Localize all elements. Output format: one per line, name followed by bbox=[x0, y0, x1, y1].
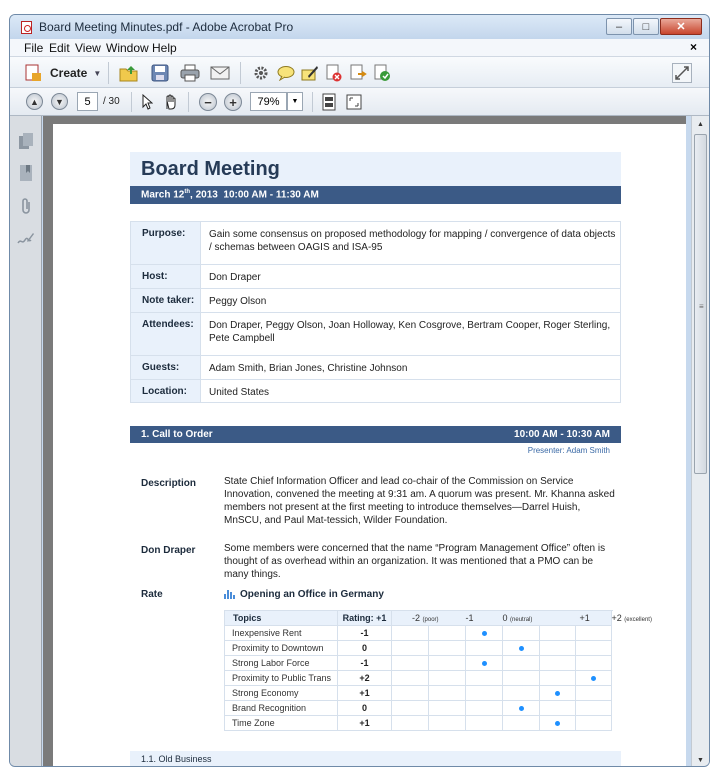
rating-scale-cell bbox=[466, 716, 503, 731]
rating-scale-cell bbox=[429, 686, 466, 701]
info-value: Don Draper, Peggy Olson, Joan Holloway, Ken Cosgrove, Bertram Cooper, Roger Sterling, Pete Campbell bbox=[201, 313, 621, 356]
rating-scale-cell bbox=[540, 626, 576, 641]
menu-window[interactable]: Window bbox=[106, 41, 149, 55]
rating-scale-cell bbox=[392, 656, 429, 671]
page-number-input[interactable]: 5 bbox=[77, 92, 98, 111]
rating-scale-cell bbox=[503, 641, 540, 656]
minus-icon: − bbox=[204, 94, 212, 110]
date-time: , 2013 10:00 AM - 11:30 AM bbox=[190, 189, 319, 201]
zoom-out-button[interactable] bbox=[199, 93, 217, 111]
settings-button[interactable] bbox=[251, 62, 271, 84]
plus-icon: + bbox=[229, 94, 237, 110]
rating-row bbox=[225, 671, 612, 686]
section-time: 10:00 AM - 10:30 AM bbox=[514, 429, 610, 440]
main-toolbar bbox=[10, 57, 709, 88]
rating-value: -1 bbox=[338, 626, 392, 641]
print-icon bbox=[180, 64, 200, 82]
description-text: State Chief Information Officer and lead co-chair of the Commission on Service Innovation, convened the meeting at 9:31 am. A quorum was present. Mr. Khanna asked members not present at the first meeting to introduce themselves—Darrel Huish, MnSCU, and Paul Mat-tessich, Wilder Foundation. bbox=[224, 476, 615, 526]
navigation-pane bbox=[10, 116, 42, 767]
rating-scale-cell bbox=[392, 716, 429, 731]
rating-scale-cell bbox=[429, 641, 466, 656]
topics-header: Topics bbox=[225, 611, 338, 626]
rating-value: +1 bbox=[338, 716, 392, 731]
rating-scale-cell bbox=[429, 716, 466, 731]
info-value: Don Draper bbox=[201, 265, 621, 289]
rating-scale-cell bbox=[429, 701, 466, 716]
bookmark-icon bbox=[19, 164, 33, 182]
window-title: Board Meeting Minutes.pdf - Adobe Acrobat Pro bbox=[39, 20, 294, 34]
note-text: Some members were concerned that the name “Program Management Office” often is thought of as overhead within an organization. It was mentioned that a PMO can be many things. bbox=[224, 543, 606, 580]
document-view bbox=[43, 116, 686, 767]
pdf-file-icon bbox=[21, 21, 32, 34]
rating-scale-cell bbox=[576, 656, 612, 671]
rating-dot bbox=[482, 661, 487, 666]
scale-zero: 0 bbox=[502, 613, 508, 623]
comment-button[interactable] bbox=[276, 62, 296, 84]
rating-dot bbox=[555, 691, 560, 696]
info-value: Adam Smith, Brian Jones, Christine Johnson bbox=[201, 356, 621, 380]
protect-button[interactable] bbox=[372, 62, 392, 84]
rating-scale-cell bbox=[392, 671, 429, 686]
rating-scale-cell bbox=[576, 686, 612, 701]
rating-scale-cell bbox=[503, 671, 540, 686]
date-prefix: March 12 bbox=[141, 189, 185, 201]
signatures-button[interactable] bbox=[17, 230, 35, 248]
rating-value: +2 bbox=[338, 671, 392, 686]
rating-value: -1 bbox=[338, 656, 392, 671]
print-button[interactable] bbox=[179, 62, 201, 84]
rating-topic: Inexpensive Rent bbox=[225, 626, 338, 641]
rate-label: Rate bbox=[141, 589, 163, 600]
scale-minus2: -2 bbox=[412, 613, 421, 623]
export-button[interactable] bbox=[348, 62, 368, 84]
bookmarks-button[interactable] bbox=[17, 164, 35, 182]
open-folder-icon bbox=[119, 64, 139, 82]
section-header bbox=[130, 426, 621, 443]
scale-minus1-header bbox=[466, 611, 503, 626]
page-thumbnails-button[interactable] bbox=[17, 132, 35, 150]
rating-scale-cell bbox=[466, 701, 503, 716]
rating-scale-cell bbox=[540, 716, 576, 731]
create-pdf-icon bbox=[24, 63, 42, 83]
menu-file[interactable]: File bbox=[24, 41, 44, 55]
rating-value: 0 bbox=[338, 641, 392, 656]
open-button[interactable] bbox=[118, 62, 140, 84]
rating-topic: Brand Recognition bbox=[225, 701, 338, 716]
rating-dot bbox=[482, 631, 487, 636]
rating-topic: Strong Labor Force bbox=[225, 656, 338, 671]
rating-row bbox=[225, 701, 612, 716]
rating-scale-cell bbox=[466, 671, 503, 686]
title-box bbox=[130, 152, 621, 186]
redact-icon bbox=[325, 64, 343, 82]
pdf-page bbox=[53, 124, 686, 767]
rating-row bbox=[225, 641, 612, 656]
scale-minus2-note: (poor) bbox=[422, 617, 439, 623]
section-title: 1. Call to Order bbox=[141, 429, 213, 440]
info-label: Host: bbox=[131, 265, 201, 289]
attachments-button[interactable] bbox=[17, 197, 35, 215]
rating-table bbox=[224, 610, 652, 731]
protect-icon bbox=[373, 64, 391, 82]
subsection-header: 1.1. Old Business bbox=[130, 751, 621, 767]
info-label: Guests: bbox=[131, 356, 201, 380]
scale-plus1-header bbox=[576, 611, 612, 626]
scale-plus2-note: (excellent) bbox=[624, 617, 652, 623]
rating-scale-cell bbox=[466, 641, 503, 656]
rating-header-row bbox=[225, 611, 612, 626]
navigation-toolbar bbox=[10, 88, 709, 116]
minimize-button[interactable]: – bbox=[606, 18, 632, 35]
page-total: / 30 bbox=[103, 96, 120, 107]
rating-scale-cell bbox=[392, 686, 429, 701]
scale-plus1: +1 bbox=[579, 613, 590, 623]
rating-row bbox=[225, 656, 612, 671]
rating-topic: Proximity to Public Trans bbox=[225, 671, 338, 686]
zoom-dropdown-button[interactable] bbox=[287, 92, 303, 111]
zoom-in-button[interactable] bbox=[224, 93, 242, 111]
rating-scale-cell bbox=[576, 641, 612, 656]
rating-scale-cell bbox=[576, 716, 612, 731]
title-bar bbox=[10, 15, 709, 39]
chevron-down-icon: ▼ bbox=[93, 68, 102, 78]
menu-edit[interactable]: Edit bbox=[49, 41, 70, 55]
export-icon bbox=[349, 64, 367, 82]
zoom-input[interactable]: 79% bbox=[250, 92, 287, 111]
rating-scale-cell bbox=[576, 626, 612, 641]
rating-header: Rating: +1 bbox=[338, 611, 392, 626]
fit-width-icon bbox=[346, 94, 362, 110]
scrollbar-thumb[interactable]: ≡ bbox=[694, 134, 707, 474]
hand-tool-button[interactable] bbox=[162, 92, 180, 112]
rating-scale-cell bbox=[466, 686, 503, 701]
description-label: Description bbox=[141, 478, 197, 489]
email-envelope-icon bbox=[210, 65, 230, 81]
scale-minus2-header bbox=[392, 611, 466, 626]
fit-page-button[interactable] bbox=[320, 92, 338, 112]
save-disk-icon bbox=[151, 64, 169, 82]
create-button[interactable] bbox=[24, 63, 102, 83]
document-title: Board Meeting bbox=[141, 158, 280, 180]
vertical-scrollbar[interactable] bbox=[691, 116, 709, 767]
rate-title bbox=[224, 589, 384, 600]
signature-pen-icon bbox=[17, 231, 35, 247]
rating-scale-cell bbox=[540, 656, 576, 671]
rating-scale-cell bbox=[503, 686, 540, 701]
menu-bar bbox=[10, 39, 709, 57]
redact-button[interactable] bbox=[324, 62, 344, 84]
scale-zero-note: (neutral) bbox=[510, 617, 533, 623]
arrow-up-icon: ▲ bbox=[30, 96, 39, 107]
info-label: Location: bbox=[131, 380, 201, 403]
chevron-down-icon: ▼ bbox=[291, 98, 299, 105]
scale-zero-header bbox=[503, 611, 576, 626]
gear-icon bbox=[253, 65, 269, 81]
presenter-label: Presenter: Adam Smith bbox=[527, 446, 610, 455]
rating-scale-cell bbox=[540, 686, 576, 701]
pages-icon bbox=[18, 132, 34, 150]
scale-minus1: -1 bbox=[465, 613, 474, 623]
bar-chart-icon bbox=[224, 590, 235, 599]
previous-page-button[interactable] bbox=[26, 93, 43, 110]
info-value: United States bbox=[201, 380, 621, 403]
info-value: Peggy Olson bbox=[201, 289, 621, 313]
rating-scale-cell bbox=[503, 701, 540, 716]
acrobat-window bbox=[9, 14, 710, 767]
select-tool-button[interactable] bbox=[138, 92, 156, 112]
rating-topic: Proximity to Downtown bbox=[225, 641, 338, 656]
date-suffix-sup: th bbox=[184, 189, 191, 195]
rating-scale-cell bbox=[503, 626, 540, 641]
info-label: Attendees: bbox=[131, 313, 201, 356]
rating-scale-cell bbox=[540, 701, 576, 716]
cursor-arrow-icon bbox=[141, 94, 153, 110]
fullscreen-button[interactable] bbox=[672, 63, 692, 83]
rating-scale-cell bbox=[392, 626, 429, 641]
rating-row bbox=[225, 686, 612, 701]
scale-plus2: +2 bbox=[611, 613, 622, 623]
rating-dot bbox=[519, 706, 524, 711]
note-label: Don Draper bbox=[141, 545, 196, 556]
next-page-button[interactable] bbox=[51, 93, 68, 110]
save-button[interactable] bbox=[149, 62, 171, 84]
hand-icon bbox=[163, 94, 179, 110]
rating-scale-cell bbox=[576, 701, 612, 716]
meeting-info-table bbox=[130, 221, 621, 403]
expand-arrows-icon bbox=[675, 66, 689, 80]
rating-value: +1 bbox=[338, 686, 392, 701]
rating-scale-cell bbox=[466, 626, 503, 641]
rating-topic: Time Zone bbox=[225, 716, 338, 731]
rating-dot bbox=[591, 676, 596, 681]
scroll-down-arrow-icon[interactable]: ▼ bbox=[697, 756, 704, 764]
rating-scale-cell bbox=[576, 671, 612, 686]
create-label: Create bbox=[50, 66, 88, 80]
rating-scale-cell bbox=[429, 656, 466, 671]
email-button[interactable] bbox=[209, 62, 231, 84]
rating-row bbox=[225, 626, 612, 641]
rate-title-text: Opening an Office in Germany bbox=[240, 589, 384, 600]
fit-width-button[interactable] bbox=[345, 92, 363, 112]
rating-scale-cell bbox=[429, 671, 466, 686]
comment-bubble-icon bbox=[277, 65, 295, 81]
meeting-date-bar bbox=[130, 186, 621, 204]
close-button[interactable]: ✕ bbox=[660, 18, 702, 35]
arrow-down-icon: ▼ bbox=[55, 96, 64, 107]
rating-dot bbox=[555, 721, 560, 726]
close-document-icon[interactable]: × bbox=[689, 40, 697, 54]
rating-scale-cell bbox=[540, 641, 576, 656]
info-label: Note taker: bbox=[131, 289, 201, 313]
rating-dot bbox=[519, 646, 524, 651]
rating-topic: Strong Economy bbox=[225, 686, 338, 701]
info-value: Gain some consensus on proposed methodology for mapping / convergence of data objects / schemas between OAGIS and ISA-95 bbox=[201, 222, 621, 265]
rating-value: 0 bbox=[338, 701, 392, 716]
rating-row bbox=[225, 716, 612, 731]
rating-scale-cell bbox=[392, 641, 429, 656]
rating-scale-cell bbox=[503, 716, 540, 731]
fit-page-icon bbox=[322, 93, 336, 111]
rating-scale-cell bbox=[392, 701, 429, 716]
menu-view[interactable]: View bbox=[75, 41, 101, 55]
scroll-up-arrow-icon[interactable]: ▲ bbox=[697, 120, 704, 128]
rating-scale-cell bbox=[503, 656, 540, 671]
menu-help[interactable]: Help bbox=[152, 41, 177, 55]
sign-button[interactable] bbox=[300, 62, 320, 84]
rating-scale-cell bbox=[429, 626, 466, 641]
maximize-button[interactable]: □ bbox=[633, 18, 659, 35]
rating-scale-cell bbox=[466, 656, 503, 671]
pen-sign-icon bbox=[301, 64, 319, 82]
info-label: Purpose: bbox=[131, 222, 201, 265]
paperclip-icon bbox=[19, 197, 33, 215]
rating-scale-cell bbox=[540, 671, 576, 686]
